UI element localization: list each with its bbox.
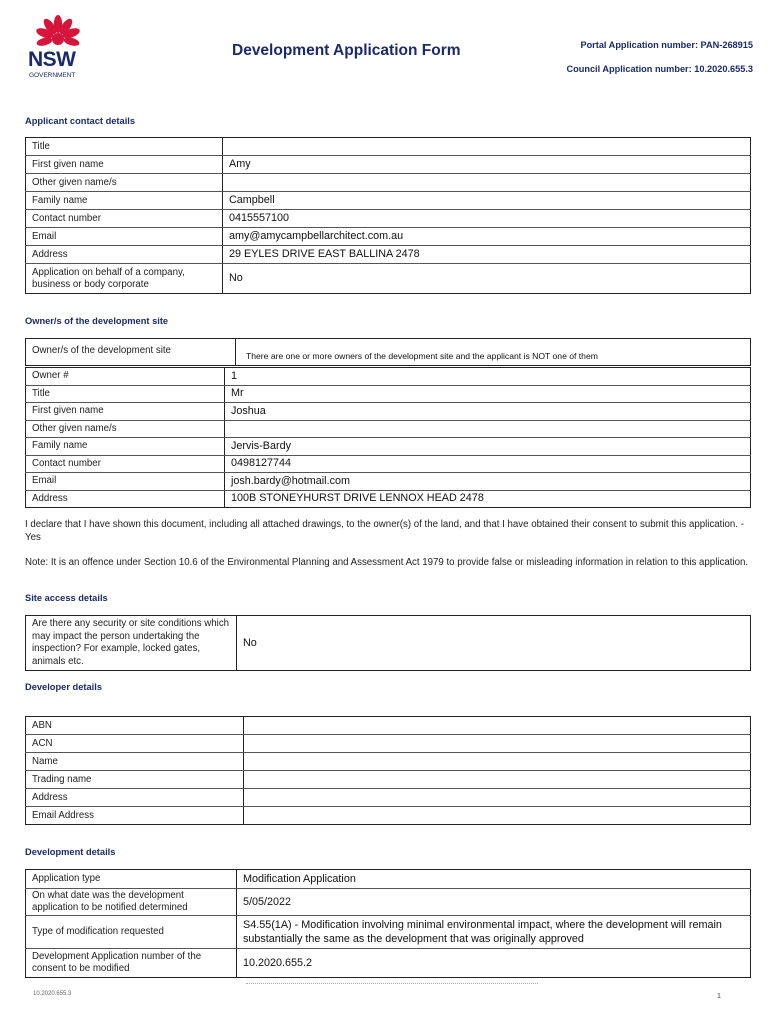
field-label: Family name (26, 192, 223, 210)
table-row (26, 473, 751, 491)
table-row (26, 771, 751, 789)
field-value: 10.2020.655.2 (243, 956, 313, 969)
field-label: Family name (26, 438, 225, 456)
page-title: Development Application Form (232, 42, 461, 59)
field-label: Other given name/s (26, 420, 225, 438)
field-label: Application type (26, 870, 237, 889)
field-value: 0415557100 (223, 210, 751, 228)
table-row (26, 438, 751, 456)
field-value: Campbell (223, 192, 751, 210)
table-row (26, 156, 751, 174)
applicant-table (25, 137, 751, 294)
field-value (244, 717, 751, 735)
field-value (244, 789, 751, 807)
owner-details-table (25, 367, 751, 508)
nsw-government-logo (26, 12, 90, 84)
field-value (244, 735, 751, 753)
field-label: ABN (26, 717, 244, 735)
table-row (26, 138, 751, 156)
field-label: ACN (26, 735, 244, 753)
field-value (244, 771, 751, 789)
field-value (223, 138, 751, 156)
field-label: Trading name (26, 771, 244, 789)
field-value (225, 420, 751, 438)
section-heading-developer: Developer details (25, 682, 102, 692)
field-label: Name (26, 753, 244, 771)
field-value: 5/05/2022 (237, 889, 751, 916)
portal-application-number: Portal Application number: PAN-268915 (580, 40, 753, 50)
field-label: Contact number (26, 455, 225, 473)
field-label: Title (26, 138, 223, 156)
section-heading-site-access: Site access details (25, 593, 108, 603)
field-label: Address (26, 490, 225, 508)
section-heading-applicant: Applicant contact details (25, 116, 136, 126)
section-heading-development: Development details (25, 847, 116, 857)
field-label: First given name (26, 156, 223, 174)
field-label: Owner/s of the development site (26, 339, 236, 366)
field-value: Mr (225, 385, 751, 403)
council-application-number: Council Application number: 10.2020.655.3 (566, 64, 753, 74)
table-row (26, 174, 751, 192)
field-value: amy@amycampbellarchitect.com.au (223, 228, 751, 246)
owners-summary-table (25, 338, 751, 366)
field-label: Email Address (26, 807, 244, 825)
field-value: Modification Application (237, 870, 751, 889)
section-heading-owners: Owner/s of the development site (25, 316, 169, 326)
table-row (26, 264, 751, 294)
field-value: 1 (225, 368, 751, 386)
field-value: S4.55(1A) - Modification involving minimal environmental impact, where the development will remain substantially the same as the development that was originally approved (237, 916, 751, 949)
development-table (25, 869, 751, 978)
page-number: 1 (716, 991, 721, 1000)
field-value: Joshua (225, 403, 751, 421)
field-label: First given name (26, 403, 225, 421)
field-label: Address (26, 789, 244, 807)
table-row (26, 385, 751, 403)
field-value (223, 174, 751, 192)
field-label: On what date was the development application to be notified determined (26, 889, 237, 916)
field-value: No (243, 636, 257, 649)
field-label: Address (26, 246, 223, 264)
offence-note: Note: It is an offence under Section 10.6 of the Environmental Planning and Assessment Act 1979 to provide false or misleading information in relation to this application. (25, 557, 749, 568)
table-row (26, 616, 751, 671)
field-value: 29 EYLES DRIVE EAST BALLINA 2478 (223, 246, 751, 264)
logo-subtext: GOVERNMENT (29, 72, 76, 79)
field-label: Email (26, 473, 225, 491)
logo-text: NSW (28, 48, 76, 71)
owner-consent-declaration: I declare that I have shown this document, including all attached drawings, to the owner(s) of the land, and that I have obtained their consent to submit this application. - Yes (25, 519, 744, 543)
table-row (26, 368, 751, 386)
field-value (244, 807, 751, 825)
field-label: Contact number (26, 210, 223, 228)
table-row (26, 717, 751, 735)
field-label: Other given name/s (26, 174, 223, 192)
table-row (26, 246, 751, 264)
table-row (26, 735, 751, 753)
table-row (26, 807, 751, 825)
developer-table (25, 716, 751, 825)
field-value: No (229, 272, 243, 285)
field-label: Application on behalf of a company, business or body corporate (26, 264, 223, 294)
table-row (26, 403, 751, 421)
field-value: josh.bardy@hotmail.com (225, 473, 751, 491)
field-label: Title (26, 385, 225, 403)
table-row (26, 949, 751, 978)
field-value: 0498127744 (225, 455, 751, 473)
field-label: Email (26, 228, 223, 246)
table-row (26, 228, 751, 246)
site-access-table (25, 615, 751, 671)
table-row (26, 339, 751, 366)
table-row (26, 889, 751, 916)
table-row (26, 753, 751, 771)
field-label: Owner # (26, 368, 225, 386)
field-value: 100B STONEYHURST DRIVE LENNOX HEAD 2478 (231, 492, 484, 505)
table-row (26, 490, 751, 508)
table-row (26, 789, 751, 807)
field-label: Are there any security or site conditions which may impact the person undertaking the inspection? For example, locked gates, animals etc. (26, 616, 237, 671)
footer-divider (246, 983, 538, 984)
table-row (26, 916, 751, 949)
field-value (244, 753, 751, 771)
field-label: Type of modification requested (26, 916, 237, 949)
field-label: Development Application number of the consent to be modified (26, 949, 237, 978)
table-row (26, 420, 751, 438)
field-value: There are one or more owners of the development site and the applicant is NOT one of them (246, 350, 598, 361)
field-value: Amy (223, 156, 751, 174)
table-row (26, 455, 751, 473)
field-value: Jervis-Bardy (225, 438, 751, 456)
table-row (26, 870, 751, 889)
table-row (26, 210, 751, 228)
table-row (26, 192, 751, 210)
footer-reference: 10.2020.655.3 (33, 991, 72, 997)
